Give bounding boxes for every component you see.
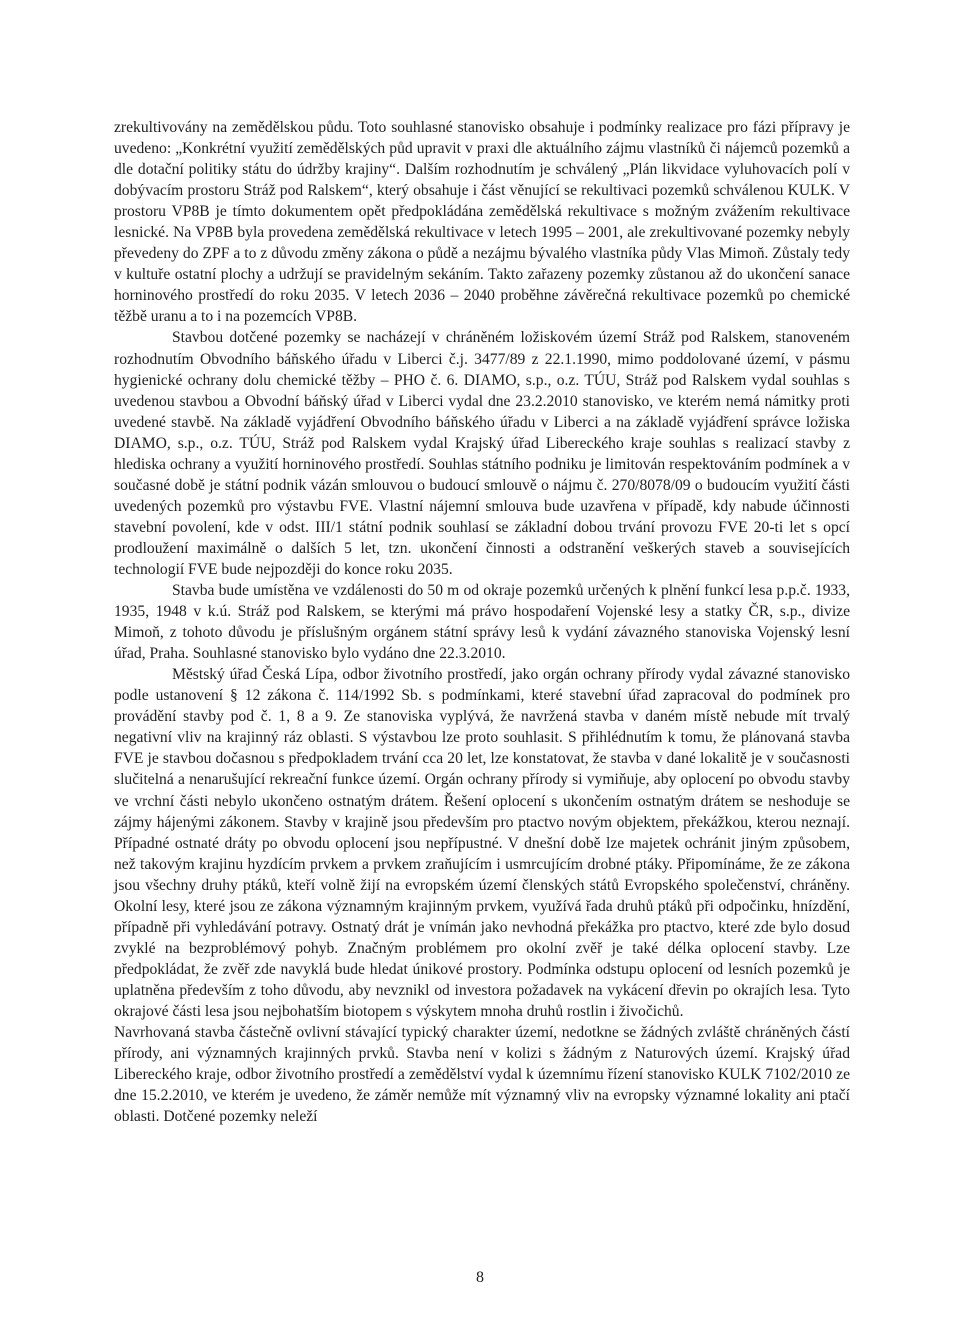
paragraph-3: Stavba bude umístěna ve vzdálenosti do 50 m od okraje pozemků určených k plnění funkcí lesa p.p.č. 1933, 1935, 1948 v k.ú. Stráž pod Ralskem, se kterými má právo hospodaření Vojenské lesy a statky ČR, s.p., divize Mimoň, z tohoto důvodu je příslušným orgánem státní správy lesů k vydání závazného stanoviska Vojenský lesní úřad, Praha. Souhlasné stanovisko bylo vydáno dne 22.3.2010. [114, 582, 850, 663]
paragraph-4: Městský úřad Česká Lípa, odbor životního prostředí, jako orgán ochrany přírody vydal závazné stanovisko podle ustanovení § 12 zákona č. 114/1992 Sb. s podmínkami, které stavební úřad zapracoval do podmínek pro provádění stavby pod č. 1, 8 a 9. Ze stanoviska vyplývá, že navržená stavba v daném místě nebude mít trvalý negativní vliv na krajinný ráz oblasti. S výstavbou lze proto souhlasit. S přihlédnutím k tomu, že plánovaná stavba FVE je stavbou dočasnou s předpokladem trvání cca 20 let, lze konstatovat, že stavba v dané lokalitě je v současnosti slučitelná a nenarušující rekreační funkce území. Orgán ochrany přírody si vymiňuje, aby oplocení po obvodu stavby ve vrchní části nebylo ukončeno ostnatým drátem. Řešení oplocení s ukončením ostnatým drátem se neshoduje se zájmy hájenými zákonem. Stavby v krajině jsou především pro ptactvo novým objektem, překážkou, kterou neznají. Případné ostnaté dráty po obvodu oplocení jsou nepřípustné. V dnešní době lze majetek ochránit jiným způsobem, než takovým krajinu hyzdícím prvkem a prvkem zraňujícím i usmrcujícím drobné ptáky. Připomínáme, že ze zákona jsou všechny druhy ptáků, kteří volně žijí na evropském území členských států Evropského společenství, chráněny. Okolní lesy, které jsou ze zákona významným krajinným prvkem, využívá řada druhů ptáků při odpočinku, hnízdění, případně při vyhledávání potravy. Ostnatý drát je vnímán jako nevhodná překážka pro ptactvo, které zde bylo dosud zvyklé na bezproblémový pohyb. Značným problémem pro okolní zvěř je také délka oplocení stavby. Lze předpokládat, že zvěř zde navyklá bude hledat únikové prostory. Podmínka odstupu oplocení od lesních pozemků je uplatněna především z toho důvodu, aby nevznikl od investora požadavek na vykácení dřevin po okrajích lesa. Tyto okrajové části lesa jsou nejbohatším biotopem s výskytem mnoha druhů rostlin i živočichů. [114, 666, 850, 1020]
paragraph-2: Stavbou dotčené pozemky se nacházejí v chráněném ložiskovém území Stráž pod Ralskem, stanoveném rozhodnutím Obvodního báňského úřadu v Liberci č.j. 3477/89 z 22.1.1990, mimo poddolované území, v pásmu hygienické ochrany dolu chemické těžby – PHO č. 6. DIAMO, s.p., o.z. TÚU, Stráž pod Ralskem vydal souhlas s uvedenou stavbou a Obvodní báňský úřad v Liberci vydal dne 23.2.2010 stanovisko, ve kterém nemá námitky proti uvedené stavbě. Na základě vyjádření Obvodního báňského úřadu v Liberci a na základě vyjádření správce ložiska DIAMO, s.p., o.z. TÚU, Stráž pod Ralskem vydal Krajský úřad Libereckého kraje souhlas s realizací stavby z hlediska ochrany a využití horninového prostředí. Souhlas státního podniku je limitován respektováním podmínek a v současné době je státní podnik vázán smlouvou o budoucí smlouvě o nájmu č. 270/8078/09 o budoucím využití části uvedených pozemků pro výstavbu FVE. Vlastní nájemní smlouva bude uzavřena v případě, kdy nabude účinnosti stavební povolení, kde v odst. III/1 státní podnik souhlasí se základní dobou trvání provozu FVE 20-ti let s opcí prodloužení maximálně o dalších 5 let, tzn. ukončení činnosti a odstranění veškerých staveb a souvisejících technologií FVE bude nejpozději do konce roku 2035. [114, 329, 850, 578]
page-number: 8 [476, 1269, 484, 1286]
paragraph-5: Navrhovaná stavba částečně ovlivní stávající typický charakter území, nedotkne se žádných zvláště chráněných částí přírody, ani významných krajinných prvků. Stavba není v kolizi s žádným z Naturových území. Krajský úřad Libereckého kraje, odbor životního prostředí a zemědělství vydal k územnímu řízení stanovisko KULK 7102/2010 ze dne 15.2.2010, ve kterém je uvedeno, že záměr nemůže mít významný vliv na evropsky významné lokality ani ptačí oblasti. Dotčené pozemky neleží [114, 1024, 850, 1126]
document-body [114, 117, 850, 1127]
paragraph-1: zrekultivovány na zemědělskou půdu. Toto souhlasné stanovisko obsahuje i podmínky realizace pro fázi přípravy je uvedeno: „Konkrétní využití zemědělských půd upravit v praxi dle aktuálního zájmu vlastníků či nájemců pozemků a dle dotační politiky státu do údržby krajiny“. Dalším rozhodnutím je schválený „Plán likvidace vyluhovacích polí v dobývacím prostoru Stráž pod Ralskem“, který obsahuje i část věnující se rekultivaci pozemků schválenou KULK. V prostoru VP8B je tímto dokumentem opět předpokládána zemědělská rekultivace s možným zvážením rekultivace lesnické. Na VP8B byla provedena zemědělská rekultivace v letech 1995 – 2001, ale zrekultivované pozemky nebyly převedeny do ZPF a to z důvodu změny zákona o půdě a nezájmu bývalého vlastníka půdy Vlas Mimoň. Zůstaly tedy v kultuře ostatní plochy a udržují se pravidelným sekáním. Takto zařazeny pozemky zůstanou až do ukončení sanace horninového prostředí do roku 2035. V letech 2036 – 2040 proběhne závěrečná rekultivace pozemků po chemické těžbě uranu a to i na pozemcích VP8B. [114, 119, 850, 326]
